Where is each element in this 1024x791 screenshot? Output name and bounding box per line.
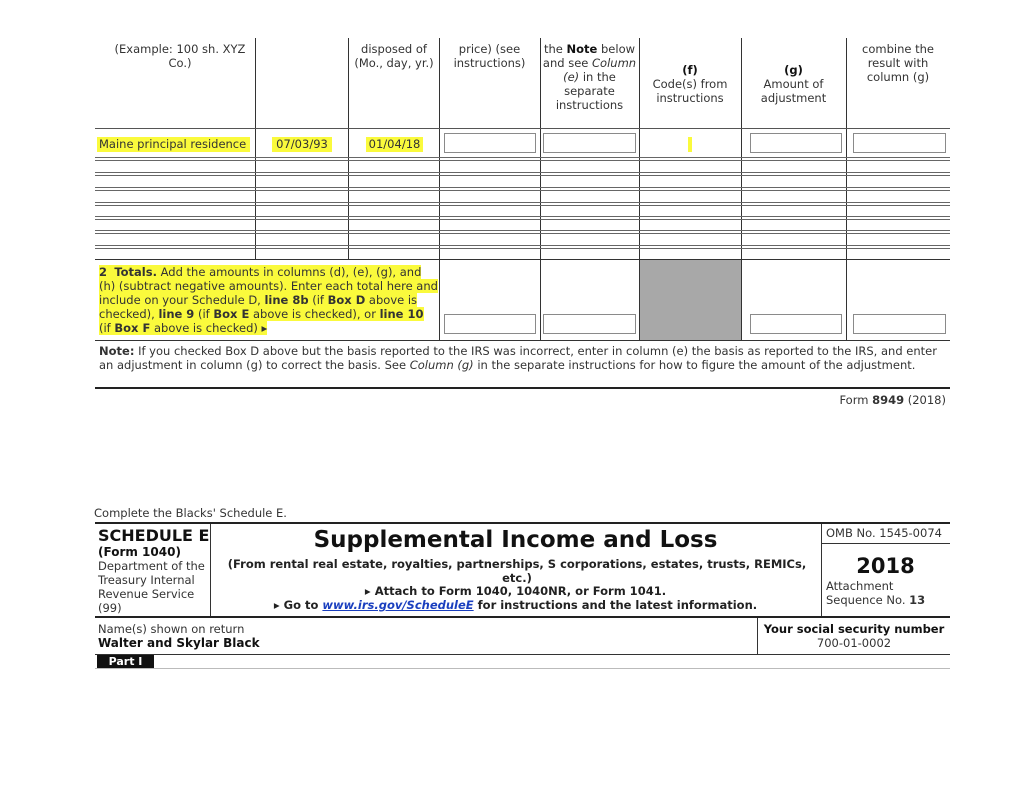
- ssn-value[interactable]: 700-01-0002: [816, 636, 892, 650]
- subtitle: (From rental real estate, royalties, partnerships, S corporations, estates, trusts, REMICs, etc.): [227, 557, 807, 585]
- note-text: Note: If you checked Box D above but the basis reported to the IRS was incorrect, enter in column (e) the basis as reported to the IRS, and enter an adjustment in column (g) to correct the basis. See Column (g) in the separate instructions for how to figure the amount of the adjustment.: [99, 344, 937, 372]
- omb-divider: [821, 543, 950, 544]
- totals-instruction: 2 Totals. Add the amounts in columns (d), (e), (g), and (h) (subtract negative amounts). Enter each total here and include on your Schedule D, line 8b (if Box D above is checked), line 9 (if Box E above is checked), or line 10 (if Box F above is checked) ▸: [99, 265, 438, 335]
- row1-code-input[interactable]: [688, 137, 692, 152]
- totals-bottom-line: [95, 340, 950, 341]
- schedule-form: (Form 1040): [98, 545, 181, 559]
- totals-adjustment-input[interactable]: [750, 314, 842, 334]
- row1-description[interactable]: Maine principal residence: [97, 137, 250, 152]
- col-h-header: combine the result with column (g): [862, 42, 934, 84]
- goto-instruction: ▸ Go to www.irs.gov/ScheduleE for instructions and the latest information.: [273, 598, 758, 612]
- row1-date-acquired[interactable]: 07/03/93: [272, 137, 332, 152]
- col-line: [348, 38, 349, 260]
- names-value[interactable]: Walter and Skylar Black: [98, 636, 260, 650]
- row1-adjustment-input[interactable]: [750, 133, 842, 153]
- col-line: [439, 38, 440, 340]
- col-g-header: (g) Amount of adjustment: [760, 63, 827, 105]
- totals-basis-input[interactable]: [543, 314, 636, 334]
- names-bottom-rule: [95, 654, 950, 655]
- irs-link[interactable]: www.irs.gov/ScheduleE: [322, 598, 474, 612]
- assignment-instruction: Complete the Blacks' Schedule E.: [94, 506, 287, 520]
- omb-number: OMB No. 1545-0074: [826, 526, 942, 540]
- main-title: Supplemental Income and Loss: [313, 527, 718, 553]
- ssn-label: Your social security number: [763, 622, 945, 636]
- col-line: [846, 38, 847, 340]
- col-f-header: (f) Code(s) from instructions: [652, 63, 728, 105]
- row1-proceeds-input[interactable]: [444, 133, 536, 153]
- ssn-divider: [757, 618, 758, 654]
- tax-year: 2018: [856, 554, 915, 578]
- attach-instruction: ▸ Attach to Form 1040, 1040NR, or Form 1041.: [364, 584, 667, 598]
- department-text: Department of the Treasury Internal Revenue Service (99): [98, 559, 205, 615]
- row1-basis-input[interactable]: [543, 133, 636, 153]
- col-d-header: price) (see instructions): [453, 42, 526, 70]
- col-c-header: disposed of (Mo., day, yr.): [354, 42, 434, 70]
- attachment-sequence: Attachment Sequence No. 13: [826, 579, 926, 607]
- header-bottom-rule: [95, 616, 950, 618]
- totals-gain-input[interactable]: [853, 314, 946, 334]
- left-box-divider: [210, 524, 211, 616]
- col-line: [255, 38, 256, 260]
- form-bottom-rule: [95, 387, 950, 389]
- form-footer: Form 8949 (2018): [839, 393, 946, 407]
- schedule-title: SCHEDULE E: [98, 526, 210, 545]
- names-label: Name(s) shown on return: [98, 622, 245, 636]
- row1-date-sold[interactable]: 01/04/18: [366, 137, 423, 152]
- totals-proceeds-input[interactable]: [444, 314, 536, 334]
- col-e-header: the Note below and see Column (e) in the separate instructions: [542, 42, 637, 112]
- part-i-label: Part I: [97, 655, 154, 668]
- row1-gain-input[interactable]: [853, 133, 946, 153]
- header-divider: [95, 128, 950, 129]
- col-a-header: (Example: 100 sh. XYZ Co.): [114, 42, 246, 70]
- part-rule: [95, 668, 950, 669]
- totals-shaded-cell: [640, 260, 741, 340]
